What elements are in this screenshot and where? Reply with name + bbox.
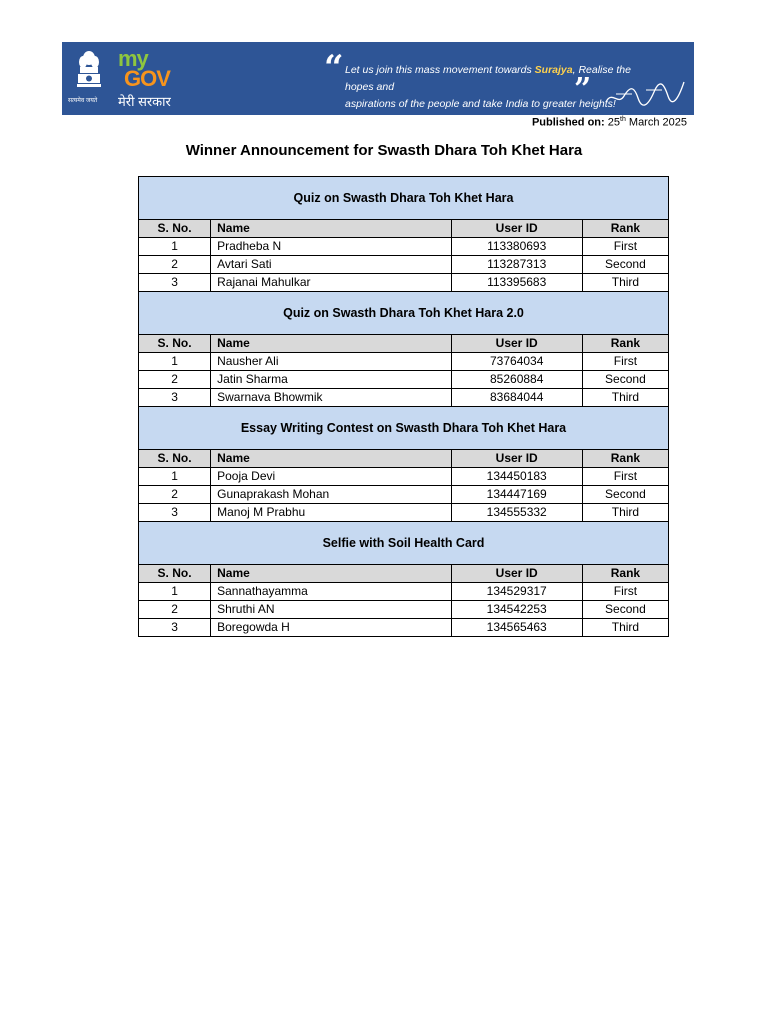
cell-user-id: 83684044 <box>451 389 582 407</box>
cell-sno: 3 <box>139 504 211 522</box>
cell-rank: Second <box>582 371 668 389</box>
table-row <box>139 274 669 292</box>
cell-rank: First <box>582 583 668 601</box>
logo-hindi: मेरी सरकार <box>118 94 171 109</box>
cell-rank: Second <box>582 486 668 504</box>
cell-rank: Third <box>582 504 668 522</box>
header-name: Name <box>211 450 451 468</box>
cell-rank: Third <box>582 619 668 637</box>
quote-line1-pre: Let us join this mass movement towards <box>345 64 535 76</box>
quote-line2: aspirations of the people and take India to greater heights! <box>345 98 616 110</box>
cell-sno: 1 <box>139 468 211 486</box>
cell-rank: First <box>582 238 668 256</box>
table-row <box>139 468 669 486</box>
cell-sno: 1 <box>139 238 211 256</box>
cell-user-id: 134450183 <box>451 468 582 486</box>
header-name: Name <box>211 220 451 238</box>
cell-user-id: 113395683 <box>451 274 582 292</box>
header-name: Name <box>211 335 451 353</box>
cell-sno: 2 <box>139 371 211 389</box>
table-row <box>139 583 669 601</box>
cell-sno: 3 <box>139 274 211 292</box>
logo-my: my <box>118 46 148 71</box>
cell-name: Avtari Sati <box>211 256 451 274</box>
header-sno: S. No. <box>139 565 211 583</box>
cell-name: Jatin Sharma <box>211 371 451 389</box>
page-title: Winner Announcement for Swasth Dhara Toh Khet Hara <box>185 142 583 159</box>
signature-icon <box>602 76 688 110</box>
section-heading-row <box>139 407 669 450</box>
table-row <box>139 486 669 504</box>
cell-rank: First <box>582 353 668 371</box>
section-heading-row <box>139 292 669 335</box>
cell-sno: 3 <box>139 619 211 637</box>
header-user-id: User ID <box>451 565 582 583</box>
cell-rank: Third <box>582 274 668 292</box>
header-name: Name <box>211 565 451 583</box>
cell-sno: 2 <box>139 486 211 504</box>
table-row <box>139 504 669 522</box>
table-row <box>139 619 669 637</box>
cell-rank: Second <box>582 256 668 274</box>
cell-user-id: 134529317 <box>451 583 582 601</box>
emblem-caption: सत्यमेव जयते <box>68 98 98 104</box>
column-header-row <box>139 565 669 583</box>
cell-name: Shruthi AN <box>211 601 451 619</box>
header-user-id: User ID <box>451 450 582 468</box>
quote-highlight: Surajya <box>534 64 573 76</box>
banner-quote <box>345 62 645 113</box>
cell-rank: Third <box>582 389 668 407</box>
table-row <box>139 371 669 389</box>
column-header-row <box>139 450 669 468</box>
open-quote-icon: “ <box>324 48 344 88</box>
header-sno: S. No. <box>139 335 211 353</box>
cell-sno: 2 <box>139 601 211 619</box>
table-row <box>139 256 669 274</box>
table-row <box>139 353 669 371</box>
section-heading-row <box>139 177 669 220</box>
published-date <box>532 116 687 129</box>
section-heading: Quiz on Swasth Dhara Toh Khet Hara <box>139 177 669 220</box>
table-row <box>139 238 669 256</box>
cell-name: Sannathayamma <box>211 583 451 601</box>
cell-user-id: 85260884 <box>451 371 582 389</box>
section-heading-row <box>139 522 669 565</box>
cell-name: Manoj M Prabhu <box>211 504 451 522</box>
quote-line1-post: , Realise the hopes and <box>345 64 631 93</box>
winners-table <box>138 176 669 637</box>
header-user-id: User ID <box>451 220 582 238</box>
header-rank: Rank <box>582 565 668 583</box>
cell-name: Boregowda H <box>211 619 451 637</box>
column-header-row <box>139 220 669 238</box>
published-label: Published on: <box>531 116 605 129</box>
cell-sno: 1 <box>139 583 211 601</box>
cell-user-id: 134565463 <box>451 619 582 637</box>
published-day-suffix: th <box>620 116 626 123</box>
section-heading: Quiz on Swasth Dhara Toh Khet Hara 2.0 <box>139 292 669 335</box>
column-header-row <box>139 335 669 353</box>
header-rank: Rank <box>582 220 668 238</box>
logo-gov: GOV <box>124 66 170 91</box>
header-sno: S. No. <box>139 220 211 238</box>
published-month-year: March 2025 <box>628 116 687 129</box>
cell-user-id: 134542253 <box>451 601 582 619</box>
cell-name: Rajanai Mahulkar <box>211 274 451 292</box>
cell-sno: 2 <box>139 256 211 274</box>
cell-user-id: 113287313 <box>451 256 582 274</box>
published-day: 25 <box>607 116 620 129</box>
mygov-banner <box>62 42 694 115</box>
cell-name: Pooja Devi <box>211 468 451 486</box>
cell-name: Pradheba N <box>211 238 451 256</box>
cell-name: Gunaprakash Mohan <box>211 486 451 504</box>
cell-user-id: 134555332 <box>451 504 582 522</box>
cell-sno: 1 <box>139 353 211 371</box>
section-heading: Essay Writing Contest on Swasth Dhara Toh Khet Hara <box>139 407 669 450</box>
section-heading: Selfie with Soil Health Card <box>139 522 669 565</box>
cell-user-id: 113380693 <box>451 238 582 256</box>
cell-name: Nausher Ali <box>211 353 451 371</box>
header-rank: Rank <box>582 335 668 353</box>
header-sno: S. No. <box>139 450 211 468</box>
header-rank: Rank <box>582 450 668 468</box>
header-user-id: User ID <box>451 335 582 353</box>
cell-user-id: 73764034 <box>451 353 582 371</box>
close-quote-icon: ” <box>574 72 592 107</box>
cell-user-id: 134447169 <box>451 486 582 504</box>
table-row <box>139 601 669 619</box>
cell-rank: First <box>582 468 668 486</box>
cell-name: Swarnava Bhowmik <box>211 389 451 407</box>
cell-sno: 3 <box>139 389 211 407</box>
table-row <box>139 389 669 407</box>
cell-rank: Second <box>582 601 668 619</box>
